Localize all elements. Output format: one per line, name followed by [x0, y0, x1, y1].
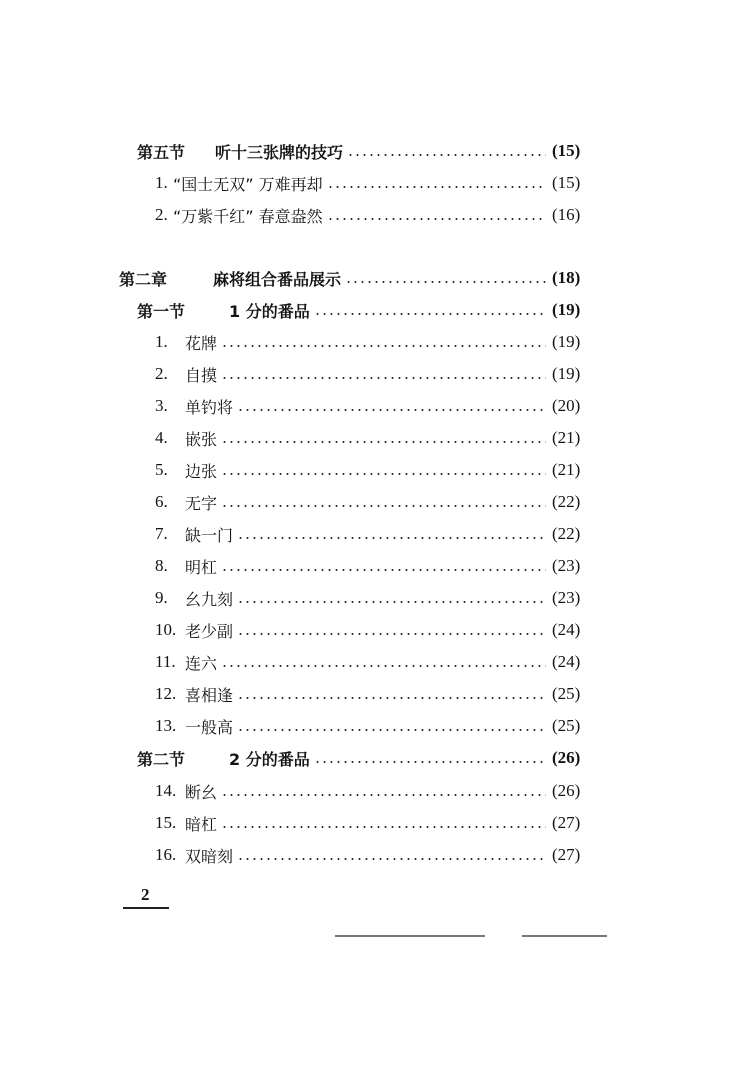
dot-leader [345, 281, 546, 283]
dot-leader [221, 826, 546, 828]
toc-item[interactable] [0, 327, 750, 357]
toc-chapter-2[interactable] [0, 263, 750, 293]
toc-section-5[interactable] [0, 136, 750, 166]
toc-item[interactable] [0, 391, 750, 421]
dot-leader [221, 794, 546, 796]
dot-leader [327, 218, 546, 220]
toc-item[interactable] [0, 551, 750, 581]
item-number: 12. [155, 684, 177, 703]
toc-item[interactable] [0, 615, 750, 645]
toc-item[interactable] [0, 679, 750, 709]
dot-leader [347, 154, 546, 156]
item-number: 15. [155, 813, 177, 832]
toc-item[interactable] [0, 423, 750, 453]
dot-leader [221, 377, 546, 379]
dot-leader [237, 537, 546, 539]
page-ref: (15) [552, 173, 581, 192]
section-title: 听十三张牌的技巧 [215, 142, 344, 162]
toc-item[interactable] [0, 455, 750, 485]
toc-item[interactable] [0, 711, 750, 741]
page-ref: (19) [552, 364, 581, 383]
dot-leader [237, 409, 546, 411]
dot-leader [221, 345, 546, 347]
page-ref: (26) [552, 748, 581, 767]
item-number: 3. [155, 396, 168, 415]
item-number: 14. [155, 781, 177, 800]
section-title: 2 分的番品 [229, 749, 310, 769]
dot-leader [221, 665, 546, 667]
page-ref: (15) [552, 141, 581, 160]
item-title: 无字 [185, 493, 218, 513]
toc-item[interactable] [0, 168, 750, 198]
item-number: 10. [155, 620, 177, 639]
item-title: 喜相逢 [185, 685, 234, 705]
toc-item[interactable] [0, 583, 750, 613]
page-ref: (19) [552, 300, 581, 319]
item-title: 嵌张 [185, 429, 218, 449]
item-number: 6. [155, 492, 168, 511]
page-ref: (22) [552, 524, 581, 543]
item-number: 4. [155, 428, 168, 447]
item-number: 8. [155, 556, 168, 575]
item-title: 单钓将 [185, 397, 234, 417]
section-label: 第二节 [137, 749, 186, 769]
item-number: 11. [155, 652, 176, 671]
toc-item[interactable] [0, 487, 750, 517]
item-number: 2. [155, 364, 168, 383]
item-title: 边张 [185, 461, 218, 481]
toc-item[interactable] [0, 519, 750, 549]
page-ref: (25) [552, 684, 581, 703]
dot-leader [237, 729, 546, 731]
dot-leader [221, 505, 546, 507]
toc-item[interactable] [0, 808, 750, 838]
page-ref: (19) [552, 332, 581, 351]
item-title: 暗杠 [185, 814, 218, 834]
toc-section-2[interactable] [0, 743, 750, 773]
toc-item[interactable] [0, 840, 750, 870]
page-ref: (16) [552, 205, 581, 224]
section-label: 第五节 [137, 142, 186, 162]
item-title: 一般高 [185, 717, 234, 737]
chapter-title: 麻将组合番品展示 [213, 269, 342, 289]
item-title: 自摸 [185, 365, 218, 385]
item-number: 7. [155, 524, 168, 543]
page-ref: (20) [552, 396, 581, 415]
item-title: 幺九刻 [185, 589, 234, 609]
page-ref: (24) [552, 652, 581, 671]
item-number: 1. [155, 332, 168, 351]
section-label: 第一节 [137, 301, 186, 321]
scan-artifact [522, 935, 607, 937]
toc-item[interactable] [0, 647, 750, 677]
item-number: 16. [155, 845, 177, 864]
dot-leader [237, 601, 546, 603]
item-number: 9. [155, 588, 168, 607]
page-ref: (23) [552, 588, 581, 607]
page-ref: (26) [552, 781, 581, 800]
dot-leader [327, 186, 546, 188]
dot-leader [221, 473, 546, 475]
item-title: 明杠 [185, 557, 218, 577]
dot-leader [314, 761, 546, 763]
item-title: 缺一门 [185, 525, 234, 545]
section-title: 1 分的番品 [229, 301, 310, 321]
page-ref: (24) [552, 620, 581, 639]
item-title: 老少副 [185, 621, 234, 641]
dot-leader [314, 313, 546, 315]
item-number: 5. [155, 460, 168, 479]
dot-leader [237, 633, 546, 635]
dot-leader [237, 858, 546, 860]
page-ref: (27) [552, 813, 581, 832]
dot-leader [221, 441, 546, 443]
page-number: 2 [123, 885, 169, 909]
page-ref: (25) [552, 716, 581, 735]
scan-artifact [335, 935, 485, 937]
toc-section-1[interactable] [0, 295, 750, 325]
toc-item[interactable] [0, 776, 750, 806]
page-ref: (22) [552, 492, 581, 511]
chapter-label: 第二章 [119, 269, 168, 289]
item-number: 1. [155, 173, 168, 192]
dot-leader [237, 697, 546, 699]
item-title: 双暗刻 [185, 846, 234, 866]
toc-item[interactable] [0, 200, 750, 230]
page-ref: (21) [552, 460, 581, 479]
toc-item[interactable] [0, 359, 750, 389]
item-title: “万紫千红” 春意盎然 [173, 206, 323, 226]
dot-leader [221, 569, 546, 571]
item-title: 连六 [185, 653, 218, 673]
page-ref: (27) [552, 845, 581, 864]
page-ref: (23) [552, 556, 581, 575]
item-number: 13. [155, 716, 177, 735]
page-ref: (18) [552, 268, 581, 287]
item-title: 花牌 [185, 333, 218, 353]
page-ref: (21) [552, 428, 581, 447]
item-number: 2. [155, 205, 168, 224]
item-title: 断幺 [185, 782, 218, 802]
item-title: “国士无双” 万难再却 [173, 174, 323, 194]
